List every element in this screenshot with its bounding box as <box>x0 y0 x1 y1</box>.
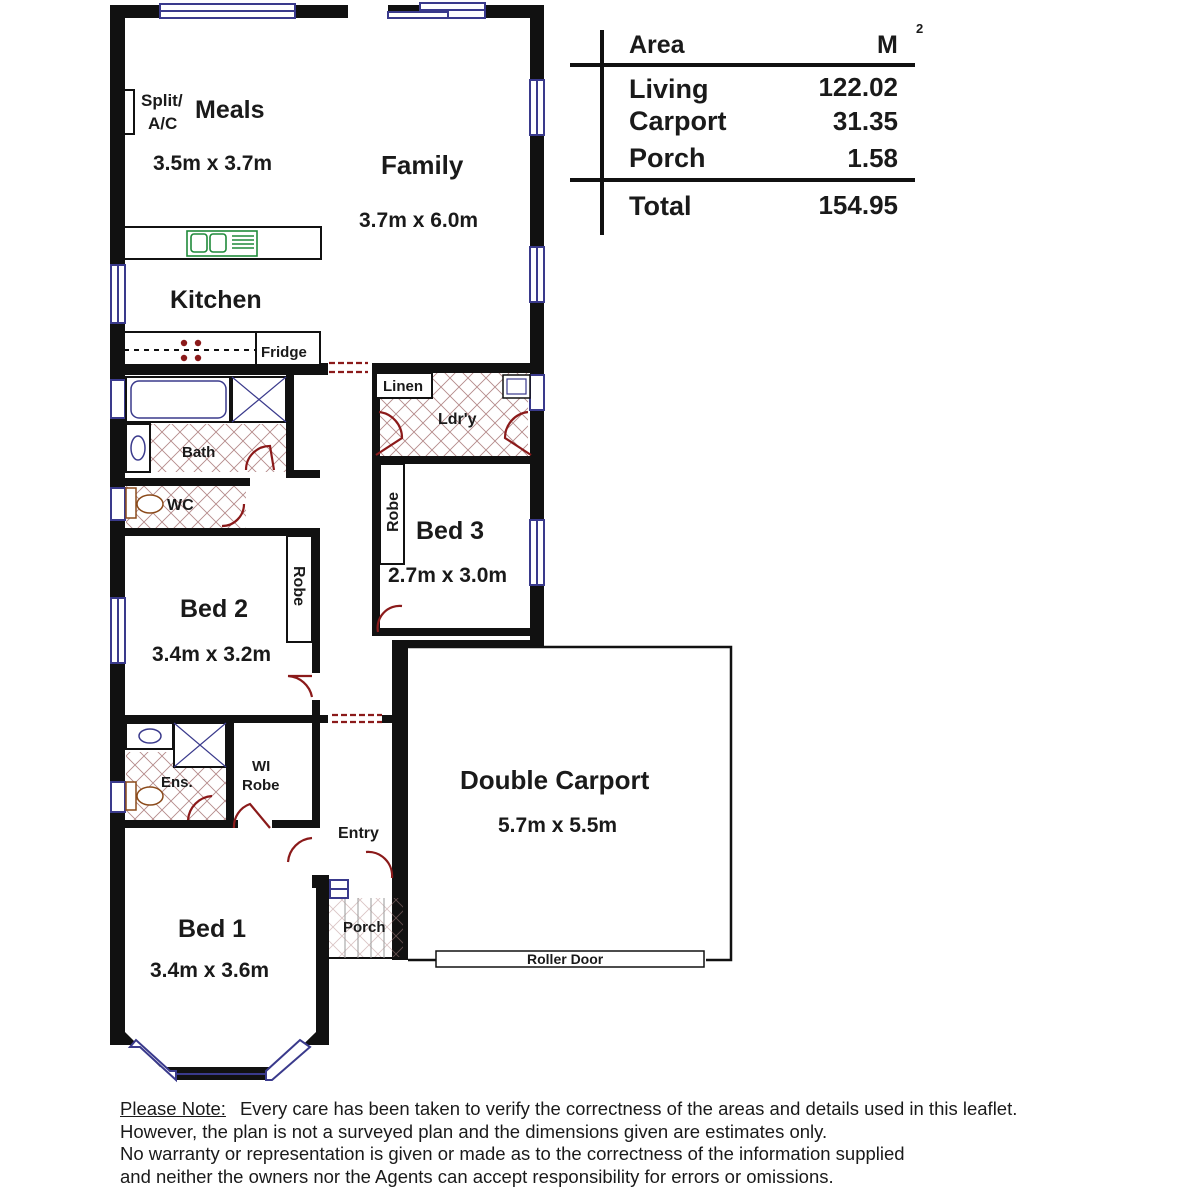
area-header-unit-sup: 2 <box>916 21 924 36</box>
area-table <box>629 21 923 221</box>
laundry-label: Ldr'y <box>438 411 477 428</box>
disclaimer-label: Please Note: <box>120 1098 226 1119</box>
disclaimer-line-4: and neither the owners nor the Agents can accept responsibility for errors or omissions. <box>120 1165 834 1187</box>
carport-title: Double Carport <box>460 765 650 795</box>
linen-label: Linen <box>383 378 423 395</box>
area-row-carport-label: Carport <box>629 106 727 136</box>
area-header-unit: M <box>877 31 898 59</box>
bed3-dims: 2.7m x 3.0m <box>388 564 508 587</box>
wi-robe-label-1: WI <box>252 758 271 775</box>
meals-dims: 3.5m x 3.7m <box>153 152 273 175</box>
area-row-porch-value: 1.58 <box>847 143 898 173</box>
ensuite-label: Ens. <box>161 774 193 791</box>
area-row-porch-label: Porch <box>629 143 706 173</box>
meals-title: Meals <box>195 96 265 124</box>
area-row-living-label: Living <box>629 74 709 104</box>
area-total-value: 154.95 <box>818 190 898 220</box>
carport-outline <box>408 647 731 960</box>
family-title: Family <box>381 150 464 180</box>
area-header-label: Area <box>629 31 685 59</box>
area-row-carport-value: 31.35 <box>832 106 898 136</box>
bed3-title: Bed 3 <box>416 517 485 545</box>
disclaimer-line-1 <box>120 1098 1180 1121</box>
roller-door-label: Roller Door <box>527 951 604 967</box>
family-dims: 3.7m x 6.0m <box>359 209 479 232</box>
disclaimer-line-2: However, the plan is not a surveyed plan and the dimensions given are estimates only. <box>120 1120 828 1142</box>
wc-label: WC <box>167 497 194 514</box>
carport-dims: 5.7m x 5.5m <box>498 814 618 837</box>
fridge-label: Fridge <box>261 344 307 361</box>
bed1-title: Bed 1 <box>178 915 247 943</box>
split-ac-label-1: Split/ <box>141 91 183 110</box>
disclaimer-note <box>120 1098 1180 1188</box>
porch-label: Porch <box>343 919 386 936</box>
split-ac-label-2: A/C <box>148 114 178 133</box>
bed2-dims: 3.4m x 3.2m <box>152 643 272 666</box>
area-row-living-value: 122.02 <box>818 72 898 102</box>
bath-label: Bath <box>182 444 216 461</box>
disclaimer-line-3: No warranty or representation is given or made as to the correctness of the information supplied <box>120 1143 905 1164</box>
disclaimer-text-1: Every care has been taken to verify the correctness of the areas and details used in this leaflet. <box>239 1098 1018 1119</box>
entry-label: Entry <box>338 825 379 842</box>
wi-robe-label-2: Robe <box>242 777 280 794</box>
bed2-robe-label: Robe <box>290 566 307 606</box>
bed1-dims: 3.4m x 3.6m <box>150 959 270 982</box>
bed3-robe-label: Robe <box>385 492 402 532</box>
area-total-label: Total <box>629 191 692 221</box>
bed2-title: Bed 2 <box>180 595 249 623</box>
kitchen-title: Kitchen <box>170 286 262 314</box>
